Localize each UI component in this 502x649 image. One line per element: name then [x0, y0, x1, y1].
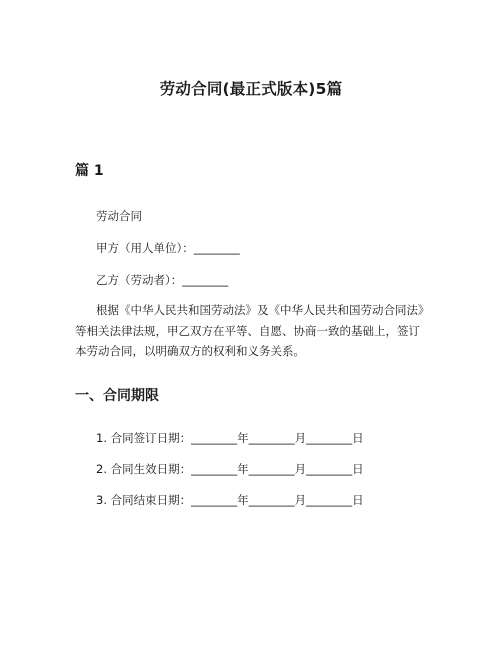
section-heading-term: 一、合同期限 [75, 388, 159, 404]
intro-line: 等相关法律法规，甲乙双方在平等、自愿、协商一致的基础上，签订 [75, 323, 420, 338]
list-item-signing-date: 1. 合同签订日期：________年________月________日 [96, 431, 364, 445]
party-a-line: 甲方（用人单位）：________ [96, 241, 240, 255]
intro-line: 本劳动合同，以明确双方的权利和义务关系。 [75, 344, 305, 358]
contract-label: 劳动合同 [96, 209, 142, 223]
list-item-end-date: 3. 合同结束日期：________年________月________日 [96, 493, 364, 507]
party-b-line: 乙方（劳动者）：________ [96, 273, 229, 287]
intro-paragraph [75, 300, 435, 362]
list-item-effective-date: 2. 合同生效日期：________年________月________日 [96, 462, 364, 476]
intro-line: 根据《中华人民共和国劳动法》及《中华人民共和国劳动合同法》 [96, 303, 430, 317]
part-heading: 篇 1 [75, 163, 104, 179]
document-title: 劳动合同(最正式版本)5篇 [159, 80, 343, 98]
